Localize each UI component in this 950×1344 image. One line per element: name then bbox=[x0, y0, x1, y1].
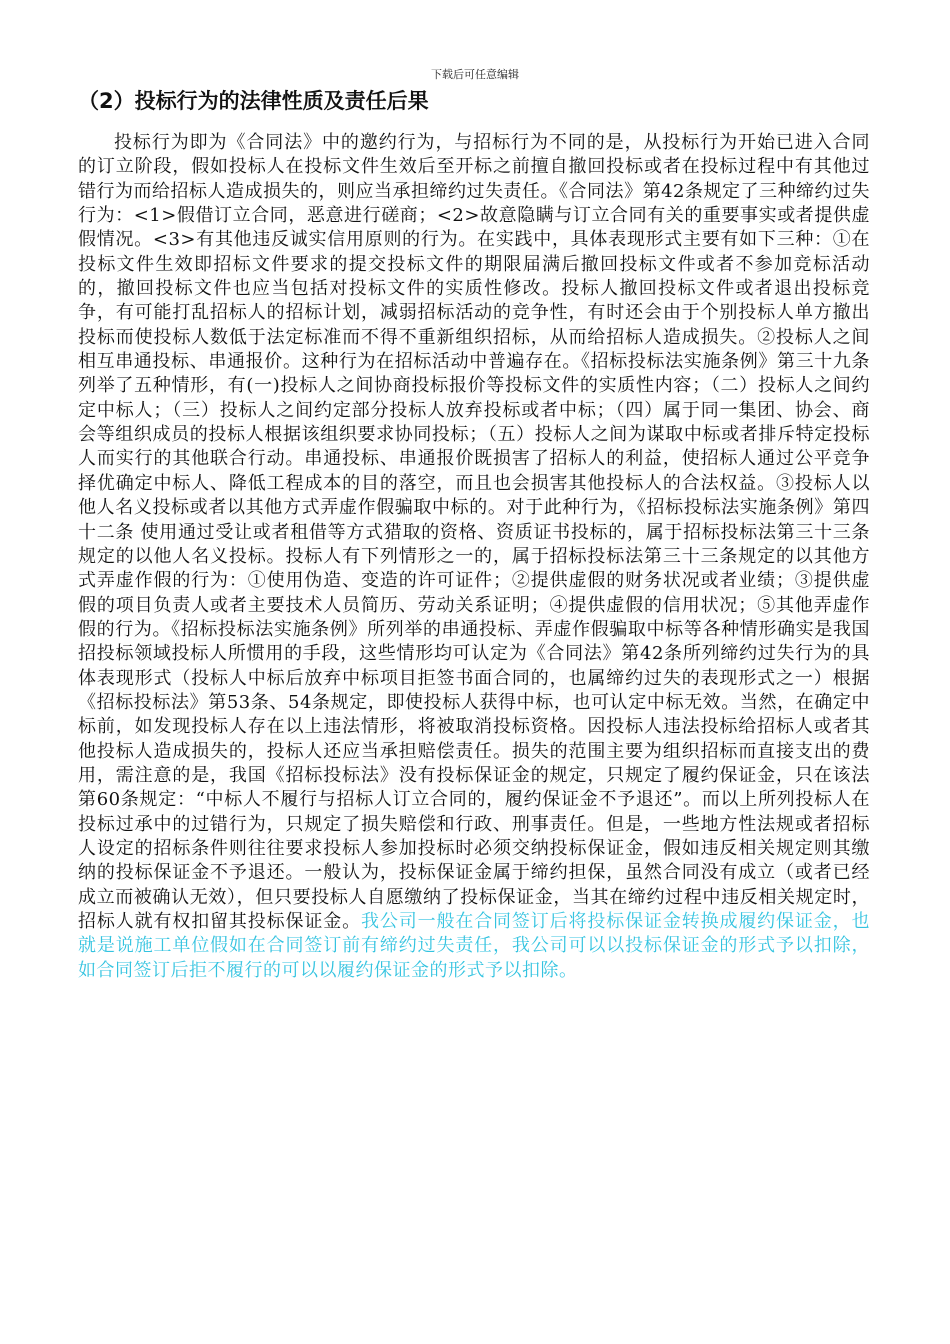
section-heading: （2）投标行为的法律性质及责任后果 bbox=[78, 89, 429, 113]
body-paragraph-text: 投标行为即为《合同法》中的邀约行为，与招标行为不同的是，从投标行为开始已进入合同的订立阶段，假如投标人在投标文件生效后至开标之前擅自撤回投标或者在投标过程中有其他过错行为而给招标人造成损失的，则应当承担缔约过失责任。《合同法》第42条规定了三种缔约过失行为：<1>假借订立合同，恶意进行磋商；<2>故意隐瞒与订立合同有关的重要事实或者提供虚假情况。<3>有其他违反诚实信用原则的行为。在实践中，具体表现形式主要有如下三种：①在投标文件生效即招标文件要求的提交投标文件的期限届满后撤回投标文件或者不参加竞标活动的，撤回投标文件也应当包括对投标文件的实质性修改。投标人撤回投标文件或者退出投标竞争，有可能打乱招标人的招标计划，减弱招标活动的竞争性，有时还会由于个别投标人单方撤出投标而使投标人数低于法定标准而不得不重新组织招标，从而给招标人造成损失。②投标人之间相互串通投标、串通报价。这种行为在招标活动中普遍存在。《招标投标法实施条例》第三十九条列举了五种情形，有(一)投标人之间协商投标报价等投标文件的实质性内容；（二）投标人之间约定中标人；（三）投标人之间约定部分投标人放弃投标或者中标；（四）属于同一集团、协会、商会等组织成员的投标人根据该组织要求协同投标；（五）投标人之间为谋取中标或者排斥特定投标人而实行的其他联合行动。串通投标、串通报价既损害了招标人的利益，使招标人通过公平竞争择优确定中标人、降低工程成本的目的落空，而且也会损害其他投标人的合法权益。③投标人以他人名义投标或者以其他方式弄虚作假骗取中标的。对于此种行为，《招标投标法实施条例》第四十二条 使用通过受让或者租借等方式猎取的资格、资质证书投标的，属于招标投标法第三十三条规定的以他人名义投标。投标人有下列情形之一的，属于招标投标法第三十三条规定的以其他方式弄虚作假的行为：①使用伪造、变造的许可证件；②提供虚假的财务状况或者业绩；③提供虚假的项目负责人或者主要技术人员简历、劳动关系证明；④提供虚假的信用状况；⑤其他弄虚作假的行为。《招标投标法实施条例》所列举的串通投标、弄虚作假骗取中标等各种情形确实是我国招投标领域投标人所惯用的手段，这些情形均可认定为《合同法》第42条所列缔约过失行为的具体表现形式（投标人中标后放弃中标项目拒签书面合同的，也属缔约过失的表现形式之一）根据《招标投标法》第53条、54条规定，即使投标人获得中标，也可认定中标无效。当然，在确定中标前，如发现投标人存在以上违法情形，将被取消投标资格。因投标人违法投标给招标人或者其他投标人造成损失的，投标人还应当承担赔偿责任。损失的范围主要为组织招标而直接支出的费用，需注意的是，我国《招标投标法》没有投标保证金的规定，只规定了履约保证金，只在该法第60条规定：“中标人不履行与招标人订立合同的，履约保证金不予退还”。而以上所列投标人在投标过承中的过错行为，只规定了损失赔偿和行政、刑事责任。但是，一些地方性法规或者招标人设定的招标条件则往往要求投标人参加投标时必须交纳投标保证金，假如违反相关规定则其缴纳的投标保证金不予退还。一般认为，投标保证金属于缔约担保，虽然合同没有成立（或者已经成立而被确认无效），但只要投标人自愿缴纳了投标保证金，当其在缔约过程中违反相关规定时，招标人就有权扣留其投标保证金。 bbox=[78, 132, 870, 932]
header-note: 下载后可任意编辑 bbox=[431, 68, 519, 81]
highlighted-text: 我公司一般在合同签订后将投标保证金转换成履约保证金，也就是说施工单位假如在合同签订前有缔约过失责任，我公司可以以投标保证金的形式予以扣除，如合同签订后拒不履行的可以以履约保证金的形式予以扣除。 bbox=[78, 911, 871, 981]
body-paragraph bbox=[78, 131, 870, 983]
